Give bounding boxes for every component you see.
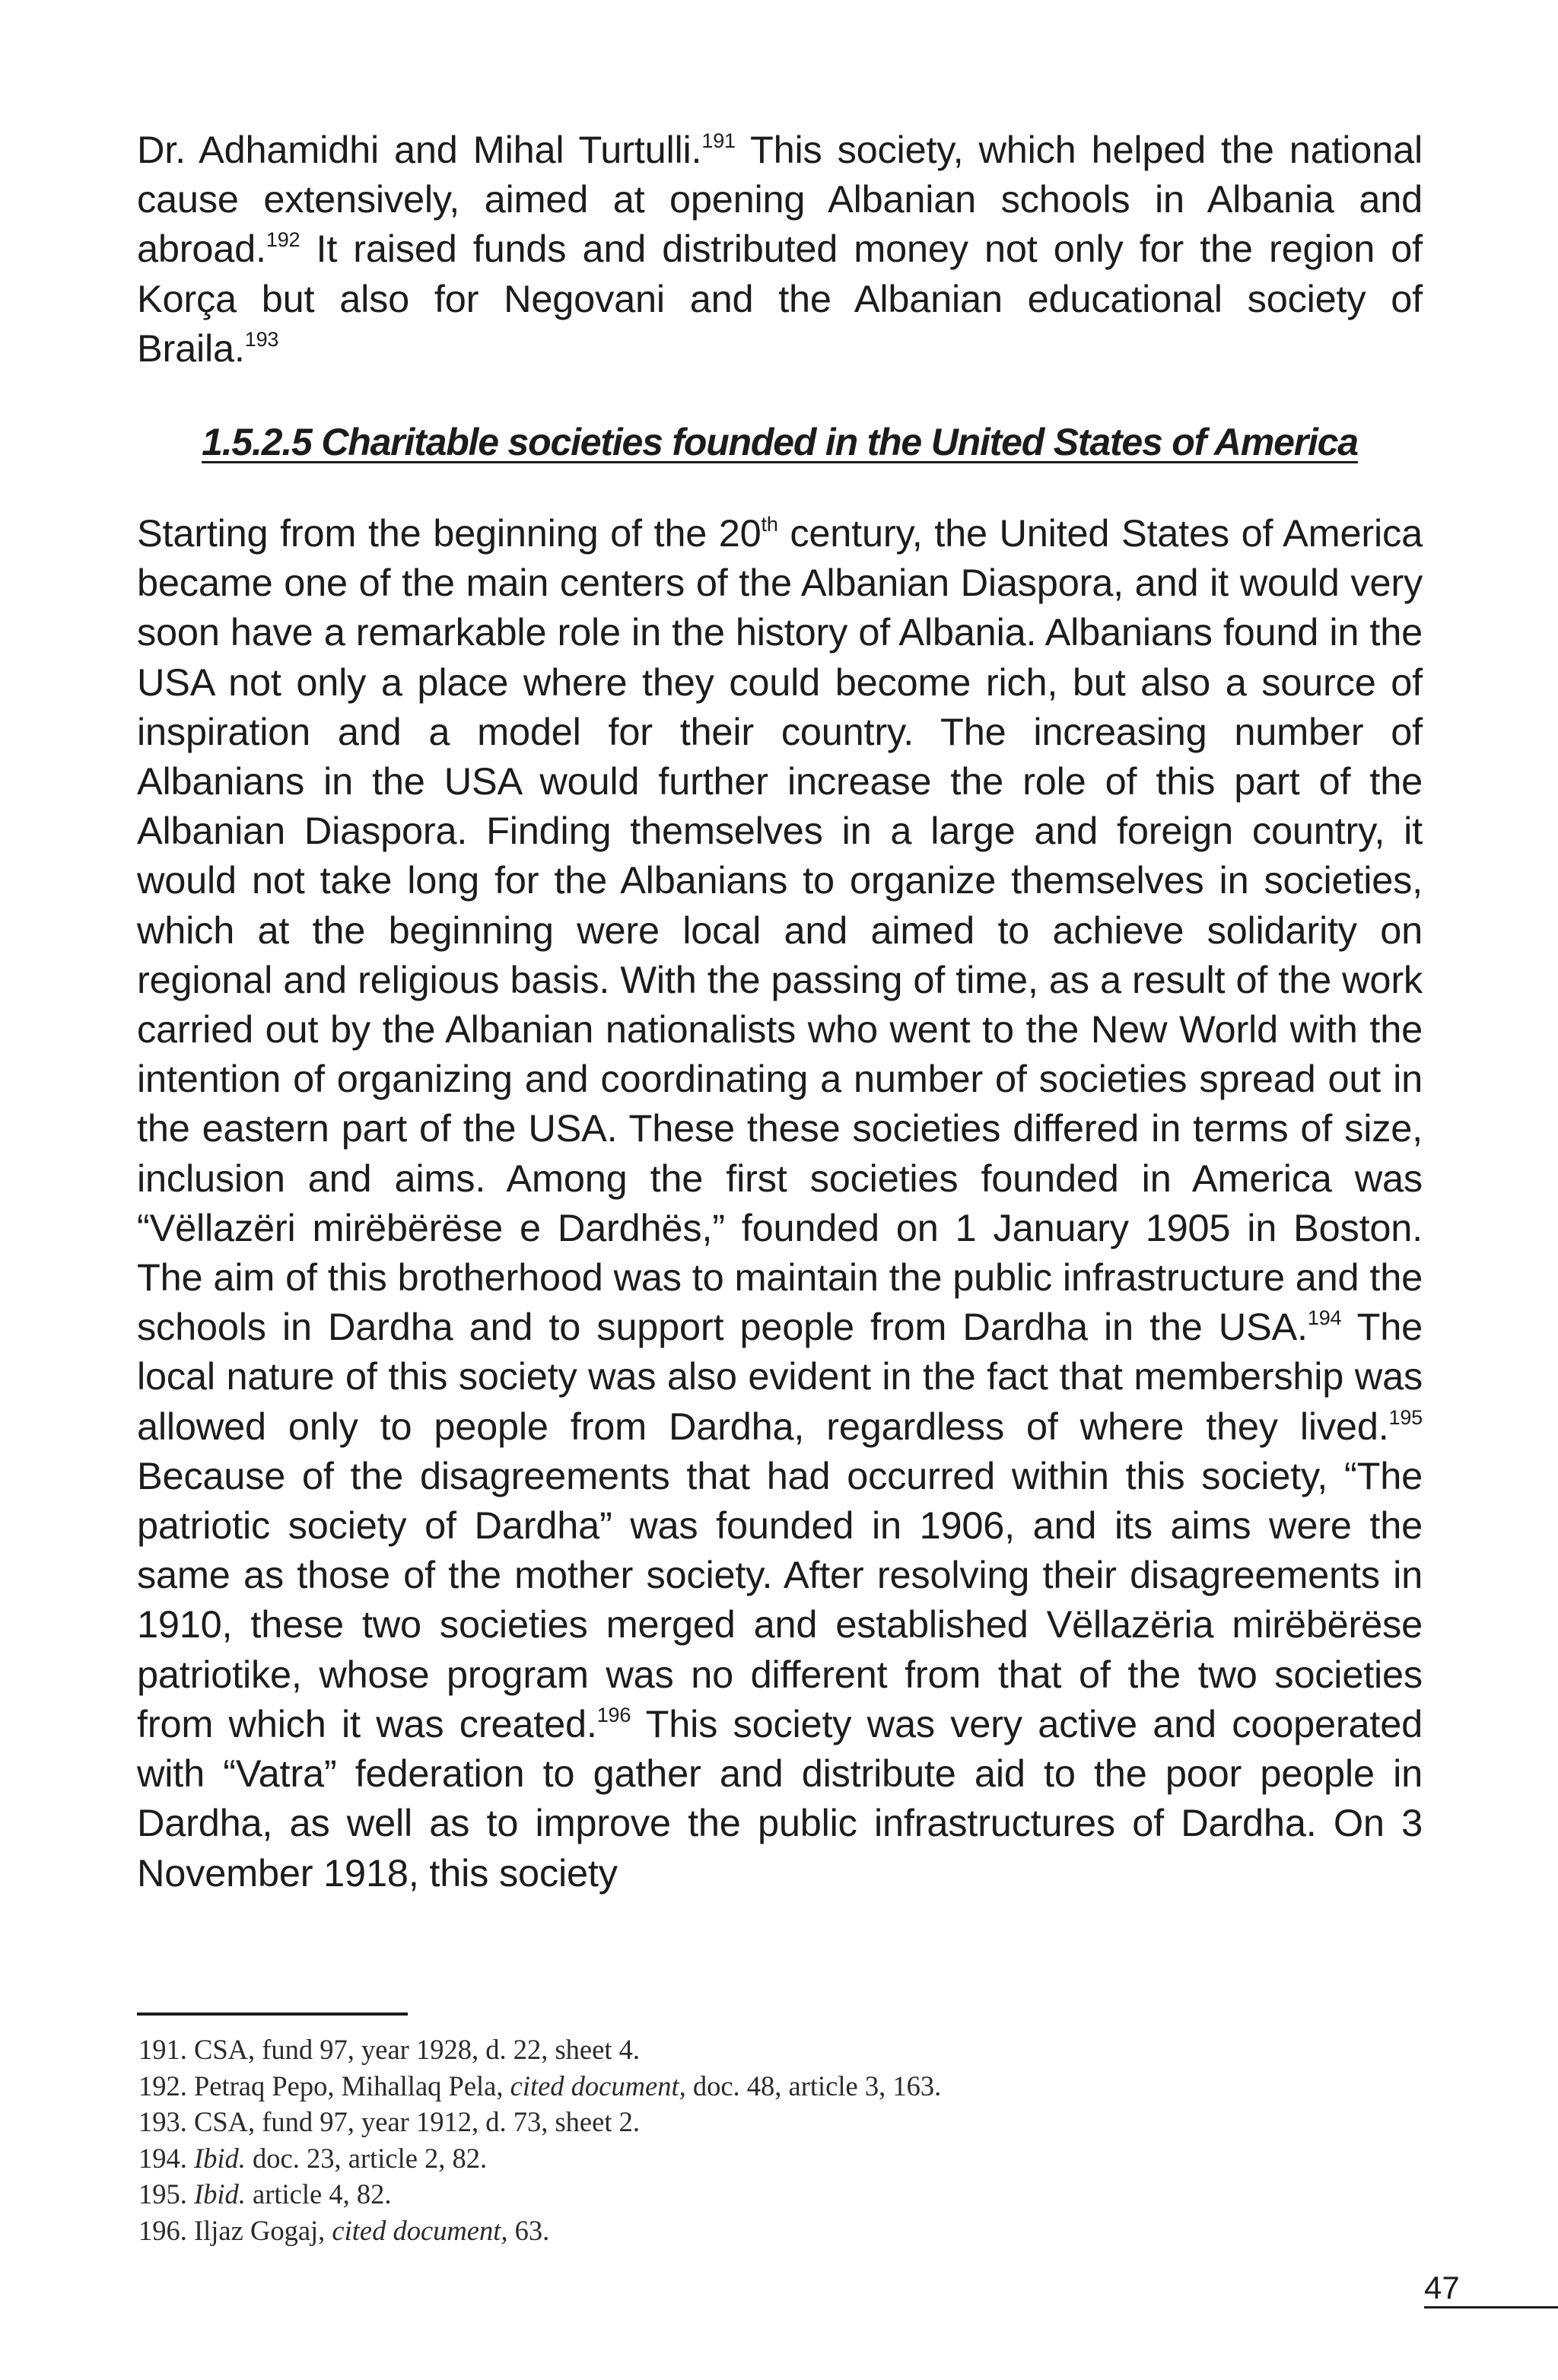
footnote-ref-193[interactable]: 193 [244, 327, 279, 351]
footnote-text: CSA, fund 97, year 1928, d. 22, sheet 4. [194, 2034, 640, 2065]
footnote-number: 196. [138, 2214, 194, 2246]
footnote-number: 195. [138, 2178, 194, 2210]
footnote-ref-191[interactable]: 191 [701, 129, 736, 152]
footnote-number: 191. [138, 2034, 194, 2065]
footnote-195 [138, 2176, 1356, 2213]
paragraph-continued [137, 125, 1423, 373]
paragraph-main [137, 508, 1423, 1898]
footnote-italic: Ibid. [194, 2142, 246, 2174]
footnote-ref-192[interactable]: 192 [265, 228, 300, 252]
footnote-italic: cited document, [332, 2214, 508, 2246]
footnote-number: 192. [138, 2070, 194, 2102]
footnote-ref-194[interactable]: 194 [1307, 1306, 1342, 1330]
footnote-text: CSA, fund 97, year 1912, d. 73, sheet 2. [194, 2106, 640, 2137]
section-heading: 1.5.2.5 Charitable societies founded in the United States of America [202, 421, 1358, 464]
paragraph-text: This society was very active and cooperated with “Vatra” federation to gather and distribute aid to the poor people in Dardha, as well as to improve the public infrastructures of Dardha. On 3 November 1918, this society [137, 1701, 1423, 1895]
footnote-194 [138, 2140, 1356, 2177]
footnotes [138, 2032, 1356, 2248]
footnote-text: doc. 23, article 2, 82. [245, 2142, 488, 2174]
footnote-text: doc. 48, article 3, 163. [685, 2070, 942, 2102]
footnote-ref-195[interactable]: 195 [1388, 1405, 1423, 1429]
footnote-196 [138, 2213, 1356, 2249]
paragraph-text: Dr. Adhamidhi and Mihal Turtulli. [137, 128, 702, 171]
footnote-192 [138, 2068, 1356, 2105]
paragraph-text: The local nature of this society was also evident in the fact that membership was allowed only to people from Dardha, regardless of where they lived. [137, 1305, 1423, 1448]
footnote-italic: Ibid. [194, 2178, 246, 2210]
paragraph-text: It raised funds and distributed money not only for the region of Korça but also for Negovani and the Albanian educational society of Braila. [137, 227, 1423, 370]
footnote-193 [138, 2104, 1356, 2140]
footnote-text: 63. [507, 2214, 550, 2246]
footnote-italic: cited document, [510, 2070, 686, 2102]
footnote-ref-196[interactable]: 196 [596, 1703, 631, 1726]
footnote-text: article 4, 82. [245, 2178, 392, 2210]
ordinal-suffix: th [761, 513, 778, 536]
paragraph-text: This society, which helped the national cause extensively, aimed at opening Albanian schools in Albania and abroad. [137, 128, 1423, 271]
page-number-rule [1424, 2306, 1558, 2308]
footnote-number: 194. [138, 2142, 194, 2174]
paragraph-text: Because of the disagreements that had occurred within this society, “The patriotic society of Dardha” was founded in 1906, and its aims were the same as those of the mother society. After resolving their disagreements in 1910, these two societies merged and established Vëllazëria mirëbërëse patriotike, whose program was no different from that of the two societies from which it was created. [137, 1453, 1423, 1745]
footnote-separator [137, 2013, 408, 2016]
footnote-text: Petraq Pepo, Mihallaq Pela, [194, 2070, 510, 2102]
footnote-text: Iljaz Gogaj, [194, 2214, 332, 2246]
paragraph-text: century, the United States of America became one of the main centers of the Albanian Diaspora, and it would very soon have a remarkable role in the history of Albania. Albanians found in the USA not only a place where they could become rich, but also a source of inspiration and a model for their country. The increasing number of Albanians in the USA would further increase the role of this part of the Albanian Diaspora. Finding themselves in a large and foreign country, it would not take long for the Albanians to organize themselves in societies, which at the beginning were local and aimed to achieve solidarity on regional and religious basis. With the passing of time, as a result of the work carried out by the Albanian nationalists who went to the New World with the intention of organizing and coordinating a number of societies spread out in the eastern part of the USA. These these societies differed in terms of size, inclusion and aims. Among the first societies founded in America was “Vëllazëri mirëbërëse e Dardhës,” founded on 1 January 1905 in Boston. The aim of this brotherhood was to maintain the public infrastructure and the schools in Dardha and to support people from Dardha in the USA. [137, 511, 1423, 1349]
footnote-191 [138, 2032, 1356, 2068]
paragraph-text: Starting from the beginning of the 20 [137, 511, 762, 555]
page-number: 47 [1424, 2270, 1460, 2305]
page-content [137, 125, 1423, 1898]
footnote-number: 193. [138, 2106, 194, 2137]
